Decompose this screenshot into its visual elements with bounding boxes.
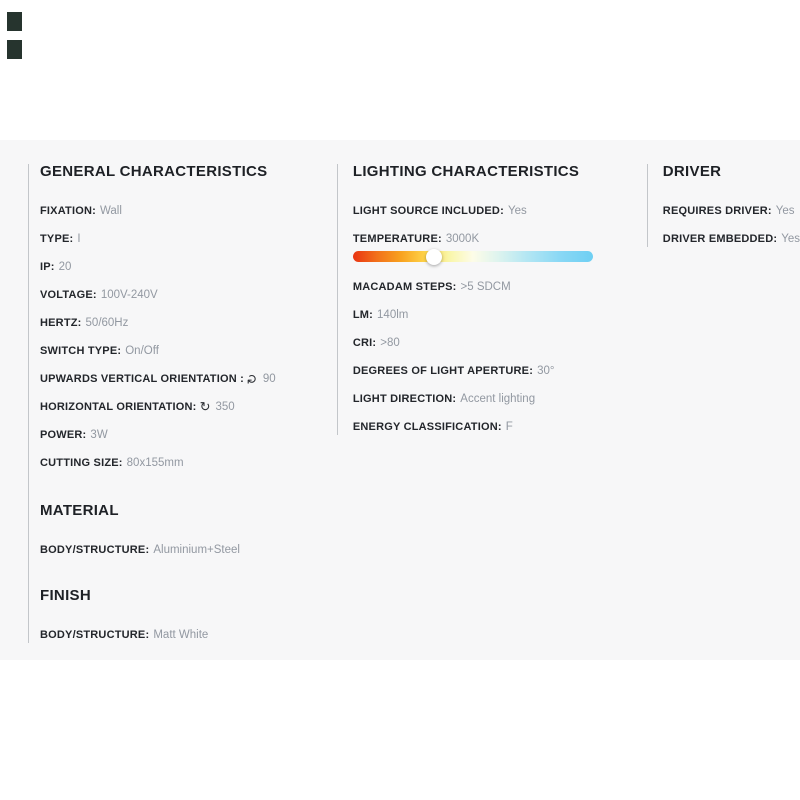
- spec-row-ip: [40, 261, 337, 273]
- spec-label: SWITCH TYPE:: [40, 345, 122, 357]
- spec-label: CUTTING SIZE:: [40, 457, 123, 469]
- spec-value: Yes: [781, 233, 800, 245]
- spec-label: LIGHT SOURCE INCLUDED:: [352, 205, 504, 217]
- spec-row-switch-type: [40, 345, 337, 357]
- spec-row-voltage: [40, 289, 337, 301]
- spec-label: BODY/STRUCTURE:: [40, 629, 150, 641]
- rotate-horizontal-icon: [200, 401, 211, 413]
- spec-value: 3W: [90, 429, 108, 441]
- spec-value: I: [77, 233, 81, 245]
- spec-label: VOLTAGE:: [40, 289, 97, 301]
- spec-row-energy-classification: [353, 421, 647, 433]
- spec-row-light-direction: [353, 393, 647, 405]
- spec-value: Aluminium+Steel: [153, 544, 240, 556]
- specifications-panel: [0, 140, 800, 660]
- temperature-slider-track: [353, 251, 593, 262]
- section-title-lighting: LIGHTING CHARACTERISTICS: [352, 163, 580, 180]
- section-lighting-characteristics: [337, 164, 647, 435]
- spec-row-upwards-vertical-orientation: [40, 373, 337, 385]
- spec-value: 3000K: [445, 233, 480, 245]
- spec-value: 20: [58, 261, 72, 273]
- spec-value: Yes: [775, 205, 795, 217]
- spec-value: Matt White: [153, 629, 209, 641]
- section-general-characteristics: [28, 164, 337, 643]
- spec-value: 350: [215, 401, 235, 413]
- spec-value: 80x155mm: [126, 457, 184, 469]
- spec-label: FIXATION:: [40, 205, 96, 217]
- spec-value: 140lm: [377, 309, 409, 321]
- spec-value: 100V-240V: [100, 289, 158, 301]
- section-title-driver: DRIVER: [662, 163, 722, 180]
- section-driver: [647, 164, 800, 247]
- spec-label: ENERGY CLASSIFICATION:: [352, 421, 502, 433]
- spec-value: 90: [262, 373, 276, 385]
- section-title-material: MATERIAL: [40, 502, 119, 519]
- spec-row-degrees-of-light-aperture: [353, 365, 647, 377]
- spec-label: LM:: [352, 309, 374, 321]
- spec-row-type: [40, 233, 337, 245]
- spec-row-power: [40, 429, 337, 441]
- spec-row-light-source-included: [353, 205, 647, 217]
- spec-label: HORIZONTAL ORIENTATION:: [40, 401, 197, 413]
- spec-row-driver-embedded: [663, 233, 800, 245]
- spec-row-lm: [353, 309, 647, 321]
- spec-label: DRIVER EMBEDDED:: [662, 233, 778, 245]
- temperature-slider: [353, 251, 593, 262]
- spec-value: Wall: [99, 205, 122, 217]
- spec-value: Yes: [507, 205, 527, 217]
- spec-row-hertz: [40, 317, 337, 329]
- spec-row-fixation: [40, 205, 337, 217]
- spec-label: LIGHT DIRECTION:: [352, 393, 457, 405]
- gallery-thumbnail-1[interactable]: [7, 12, 22, 31]
- spec-label: BODY/STRUCTURE:: [40, 544, 150, 556]
- spec-row-requires-driver: [663, 205, 800, 217]
- spec-label: CRI:: [352, 337, 377, 349]
- spec-label: DEGREES OF LIGHT APERTURE:: [352, 365, 534, 377]
- spec-value: 30°: [537, 365, 555, 377]
- spec-label: REQUIRES DRIVER:: [662, 205, 772, 217]
- spec-row-finish-body-structure: [40, 629, 337, 641]
- spec-value: Accent lighting: [460, 393, 536, 405]
- spec-value: 50/60Hz: [85, 317, 129, 329]
- spec-row-horizontal-orientation: [40, 401, 337, 413]
- section-title-general: GENERAL CHARACTERISTICS: [40, 163, 268, 180]
- spec-value: >5 SDCM: [460, 281, 511, 293]
- gallery-thumbnail-2[interactable]: [7, 40, 22, 59]
- spec-label: TEMPERATURE:: [352, 233, 442, 245]
- rotate-vertical-icon: [247, 373, 258, 385]
- spec-value: F: [505, 421, 513, 433]
- temperature-slider-knob[interactable]: [426, 249, 442, 265]
- spec-label: POWER:: [40, 429, 87, 441]
- spec-label: UPWARDS VERTICAL ORIENTATION :: [40, 373, 244, 385]
- spec-row-macadam-steps: [353, 281, 647, 293]
- spec-label: MACADAM STEPS:: [352, 281, 457, 293]
- spec-row-cri: [353, 337, 647, 349]
- spec-columns: [28, 164, 800, 643]
- spec-label: IP:: [40, 261, 55, 273]
- section-title-finish: FINISH: [40, 587, 91, 604]
- spec-value: >80: [380, 337, 400, 349]
- spec-row-cutting-size: [40, 457, 337, 469]
- spec-value: On/Off: [125, 345, 159, 357]
- spec-label: TYPE:: [40, 233, 74, 245]
- spec-label: HERTZ:: [40, 317, 82, 329]
- spec-row-temperature: [353, 233, 647, 245]
- spec-row-material-body-structure: [40, 544, 337, 556]
